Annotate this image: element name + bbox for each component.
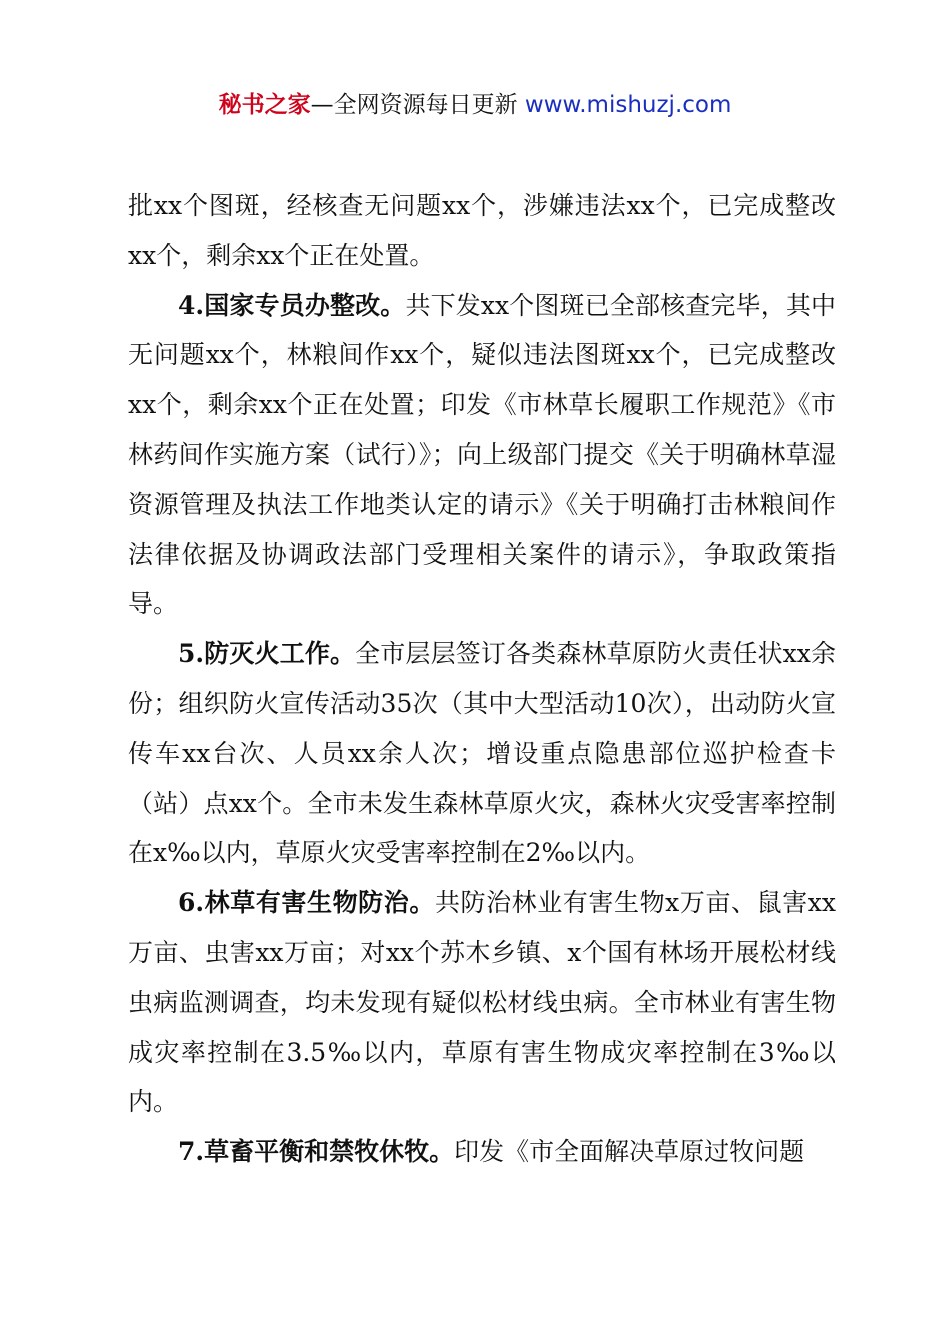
site-header (0, 88, 950, 122)
paragraph-item-5 (128, 629, 836, 878)
paragraph-text: 批xx个图斑，经核查无问题xx个，涉嫌违法xx个，已完成整改xx个，剩余xx个正在处置。 (128, 191, 836, 270)
paragraph-item-4 (128, 281, 836, 630)
paragraph-text: 共下发xx个图斑已全部核查完毕，其中无问题xx个，林粮间作xx个，疑似违法图斑xx个，已完成整改xx个，剩余xx个正在处置；印发《市林草长履职工作规范》《市林药间作实施方案（试行）》；向上级部门提交《关于明确林草湿资源管理及执法工作地类认定的请示》《关于明确打击林粮间作法律依据及协调政法部门受理相关案件的请示》，争取政策指导。 (128, 290, 836, 619)
paragraph-text: 共防治林业有害生物x万亩、鼠害xx万亩、虫害xx万亩；对xx个苏木乡镇、x个国有林场开展松材线虫病监测调查，均未发现有疑似松材线虫病。全市林业有害生物成灾率控制在3.5‰以内，草原有害生物成灾率控制在3‰以内。 (128, 888, 836, 1117)
document-body (128, 181, 836, 1177)
paragraph-heading: 6.林草有害生物防治。 (178, 888, 435, 918)
paragraph-item-6 (128, 878, 836, 1127)
brand-name: 秘书之家 (218, 92, 311, 118)
site-url[interactable]: www.mishuzj.com (524, 92, 732, 118)
paragraph-heading: 5.防灭火工作。 (178, 639, 356, 669)
paragraph-text: 全市层层签订各类森林草原防火责任状xx余份；组织防火宣传活动35次（其中大型活动10次），出动防火宣传车xx台次、人员xx余人次；增设重点隐患部位巡护检查卡（站）点xx个。全市未发生森林草原火灾，森林火灾受害率控制在x‰以内，草原火灾受害率控制在2‰以内。 (128, 639, 836, 868)
paragraph-heading: 7.草畜平衡和禁牧休牧。 (178, 1137, 455, 1167)
paragraph-heading: 4.国家专员办整改。 (178, 290, 406, 320)
paragraph-item-7 (128, 1127, 836, 1177)
header-tagline: —全网资源每日更新 (310, 92, 518, 118)
paragraph-continuation (128, 181, 836, 281)
paragraph-text: 印发《市全面解决草原过牧问题 (454, 1137, 805, 1167)
